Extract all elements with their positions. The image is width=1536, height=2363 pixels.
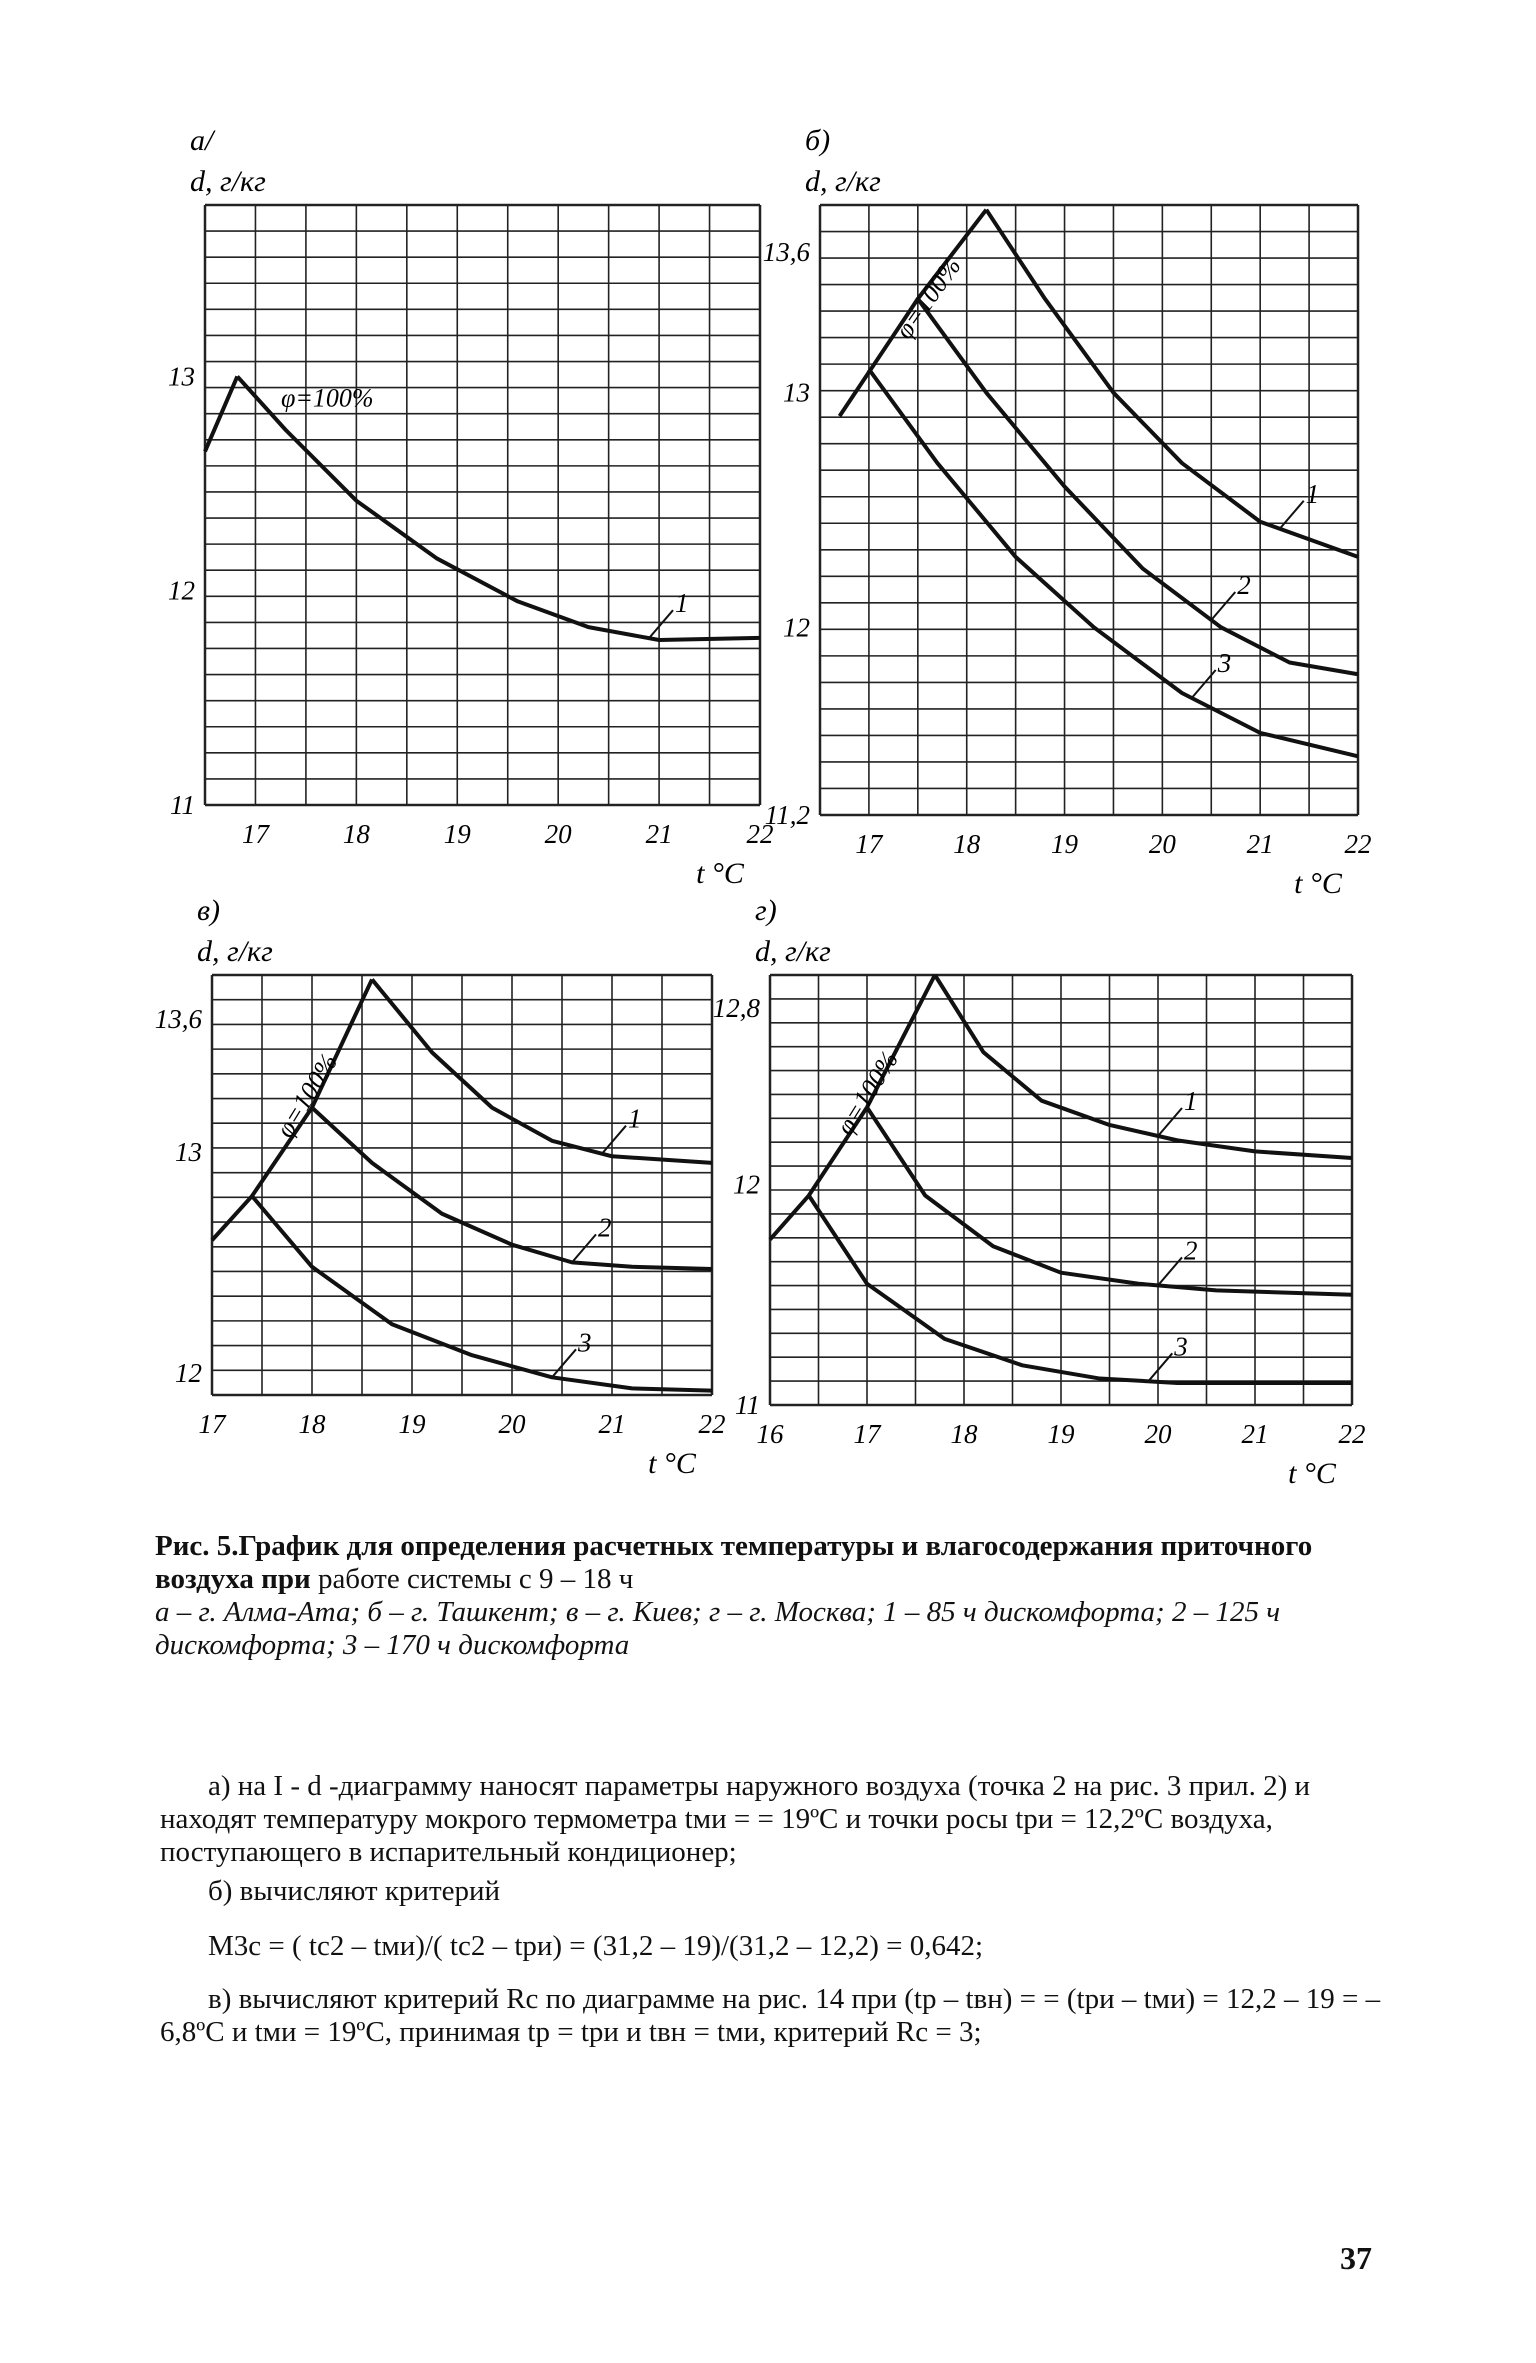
x-tick-label: 18 — [342, 819, 370, 849]
y-tick-label: 13 — [783, 377, 810, 408]
series-label-3: 3 — [1174, 1331, 1188, 1362]
saturation-label: φ=100% — [270, 1048, 344, 1143]
series-label-1: 1 — [1305, 478, 1320, 509]
series-curve-3 — [809, 1196, 1352, 1383]
series-curve-1 — [372, 979, 712, 1162]
x-axis-label: t °С — [1294, 867, 1342, 900]
paragraph-v: в) вычисляют критерий Rс по диаграмме на рис. 14 при (tр – tвн) = = (tри – tми) = 12,2 – 19 = –6,8ºС и tми = 19ºС, принимая tр = tри и tвн = tми, критерий Rс = 3; — [160, 1983, 1381, 2048]
saturation-label: φ=100% — [830, 1045, 905, 1140]
series-label-1: 1 — [628, 1103, 642, 1134]
x-tick-label: 22 — [1338, 1419, 1366, 1449]
x-tick-label: 21 — [1241, 1419, 1269, 1449]
x-tick-label: 19 — [398, 1409, 426, 1439]
series-curve-1 — [986, 210, 1358, 557]
saturation-label: φ=100% — [889, 251, 967, 345]
series-label-1: 1 — [675, 588, 689, 619]
chart-panel-4 — [713, 894, 1366, 1490]
series-leader-2 — [572, 1234, 596, 1262]
chart-panel-1 — [168, 124, 774, 890]
y-axis-label: d, г/кг — [755, 935, 831, 968]
x-tick-label: 16 — [756, 1419, 784, 1449]
x-tick-label: 22 — [746, 819, 774, 849]
x-tick-label: 22 — [1344, 829, 1372, 859]
caption-lead: Рис. 5.График для определения расчетных температуры и влагосодержания приточного воздуха при — [155, 1530, 1313, 1595]
x-tick-label: 17 — [855, 829, 883, 859]
y-tick-label: 12 — [733, 1169, 760, 1200]
series-label-2: 2 — [598, 1212, 612, 1243]
y-tick-label: 13 — [168, 361, 195, 392]
x-tick-label: 22 — [698, 1409, 726, 1439]
y-axis-label: d, г/кг — [805, 165, 881, 198]
x-tick-label: 17 — [241, 819, 269, 849]
y-tick-label: 12 — [783, 612, 810, 643]
x-tick-label: 17 — [198, 1409, 226, 1439]
panel-label: г) — [755, 894, 777, 927]
y-tick-label: 13 — [175, 1136, 202, 1167]
series-label-3: 3 — [1217, 647, 1232, 678]
y-tick-label: 11,2 — [764, 800, 810, 830]
y-tick-label: 13,6 — [154, 1004, 202, 1035]
chart-panel-3 — [155, 894, 726, 1480]
series-leader-1 — [602, 1126, 626, 1154]
paragraph-a: а) на I - d -диаграмму наносят параметры наружного воздуха (точка 2 на рис. 3 прил. 2) и находят температуру мокрого термометра tми = = 19ºС и точки росы tри = 12,2ºС воздуха, поступающего в испарительный кондиционер; — [160, 1770, 1311, 1868]
series-label-2: 2 — [1237, 569, 1251, 600]
y-axis-label: d, г/кг — [190, 165, 266, 198]
series-leader-1 — [1280, 501, 1304, 529]
x-tick-label: 21 — [645, 819, 673, 849]
figure-caption — [155, 1530, 1385, 1662]
y-axis-label: d, г/кг — [197, 935, 273, 968]
series-label-3: 3 — [578, 1327, 592, 1358]
x-tick-label: 18 — [298, 1409, 326, 1439]
x-axis-label: t °С — [648, 1447, 696, 1480]
y-tick-label: 12 — [175, 1357, 202, 1388]
paragraph-b: б) вычисляют критерий — [208, 1875, 501, 1907]
series-curve-1 — [935, 975, 1352, 1158]
series-curve-3 — [252, 1196, 712, 1391]
series-label-2: 2 — [1184, 1235, 1198, 1266]
x-axis-label: t °С — [1288, 1457, 1336, 1490]
x-tick-label: 18 — [953, 829, 981, 859]
series-leader-1 — [1158, 1108, 1182, 1136]
caption-tail: работе системы с 9 – 18 ч — [310, 1563, 634, 1595]
x-tick-label: 19 — [443, 819, 471, 849]
panel-label: б) — [805, 124, 831, 157]
formula: М3с = ( tс2 – tми)/( tс2 – tри) = (31,2 – 19)/(31,2 – 12,2) = 0,642; — [208, 1930, 984, 1962]
caption-legend: а – г. Алма-Ата; б – г. Ташкент; в – г. Киев; г – г. Москва; 1 – 85 ч дискомфорта; 2 – 125 ч дискомфорта; 3 – 170 ч дискомфорта — [155, 1596, 1281, 1661]
series-curve-2 — [918, 299, 1358, 674]
page-number: 37 — [1340, 2240, 1372, 2276]
series-label-1: 1 — [1184, 1085, 1198, 1116]
x-tick-label: 20 — [498, 1409, 526, 1439]
panel-label: а/ — [190, 124, 214, 157]
series-leader-3 — [552, 1349, 576, 1377]
x-tick-label: 17 — [853, 1419, 881, 1449]
y-tick-label: 13,6 — [762, 236, 810, 267]
body-text — [160, 1770, 1390, 2055]
x-axis-label: t °С — [696, 857, 744, 890]
x-tick-label: 19 — [1051, 829, 1079, 859]
y-tick-label: 11 — [735, 1390, 760, 1420]
panel-label: в) — [197, 894, 221, 927]
series-leader-3 — [1192, 670, 1216, 698]
y-tick-label: 11 — [170, 790, 195, 820]
x-tick-label: 18 — [950, 1419, 978, 1449]
x-tick-label: 19 — [1047, 1419, 1075, 1449]
x-tick-label: 21 — [1246, 829, 1274, 859]
series-leader-2 — [1211, 592, 1235, 620]
x-tick-label: 21 — [598, 1409, 626, 1439]
saturation-label: φ=100% — [280, 383, 374, 413]
x-tick-label: 20 — [1144, 1419, 1172, 1449]
y-tick-label: 12 — [168, 575, 195, 606]
x-tick-label: 20 — [1148, 829, 1176, 859]
y-tick-label: 12,8 — [712, 993, 760, 1024]
chart-panel-2 — [763, 124, 1372, 900]
x-tick-label: 20 — [544, 819, 572, 849]
series-leader-1 — [649, 610, 673, 638]
